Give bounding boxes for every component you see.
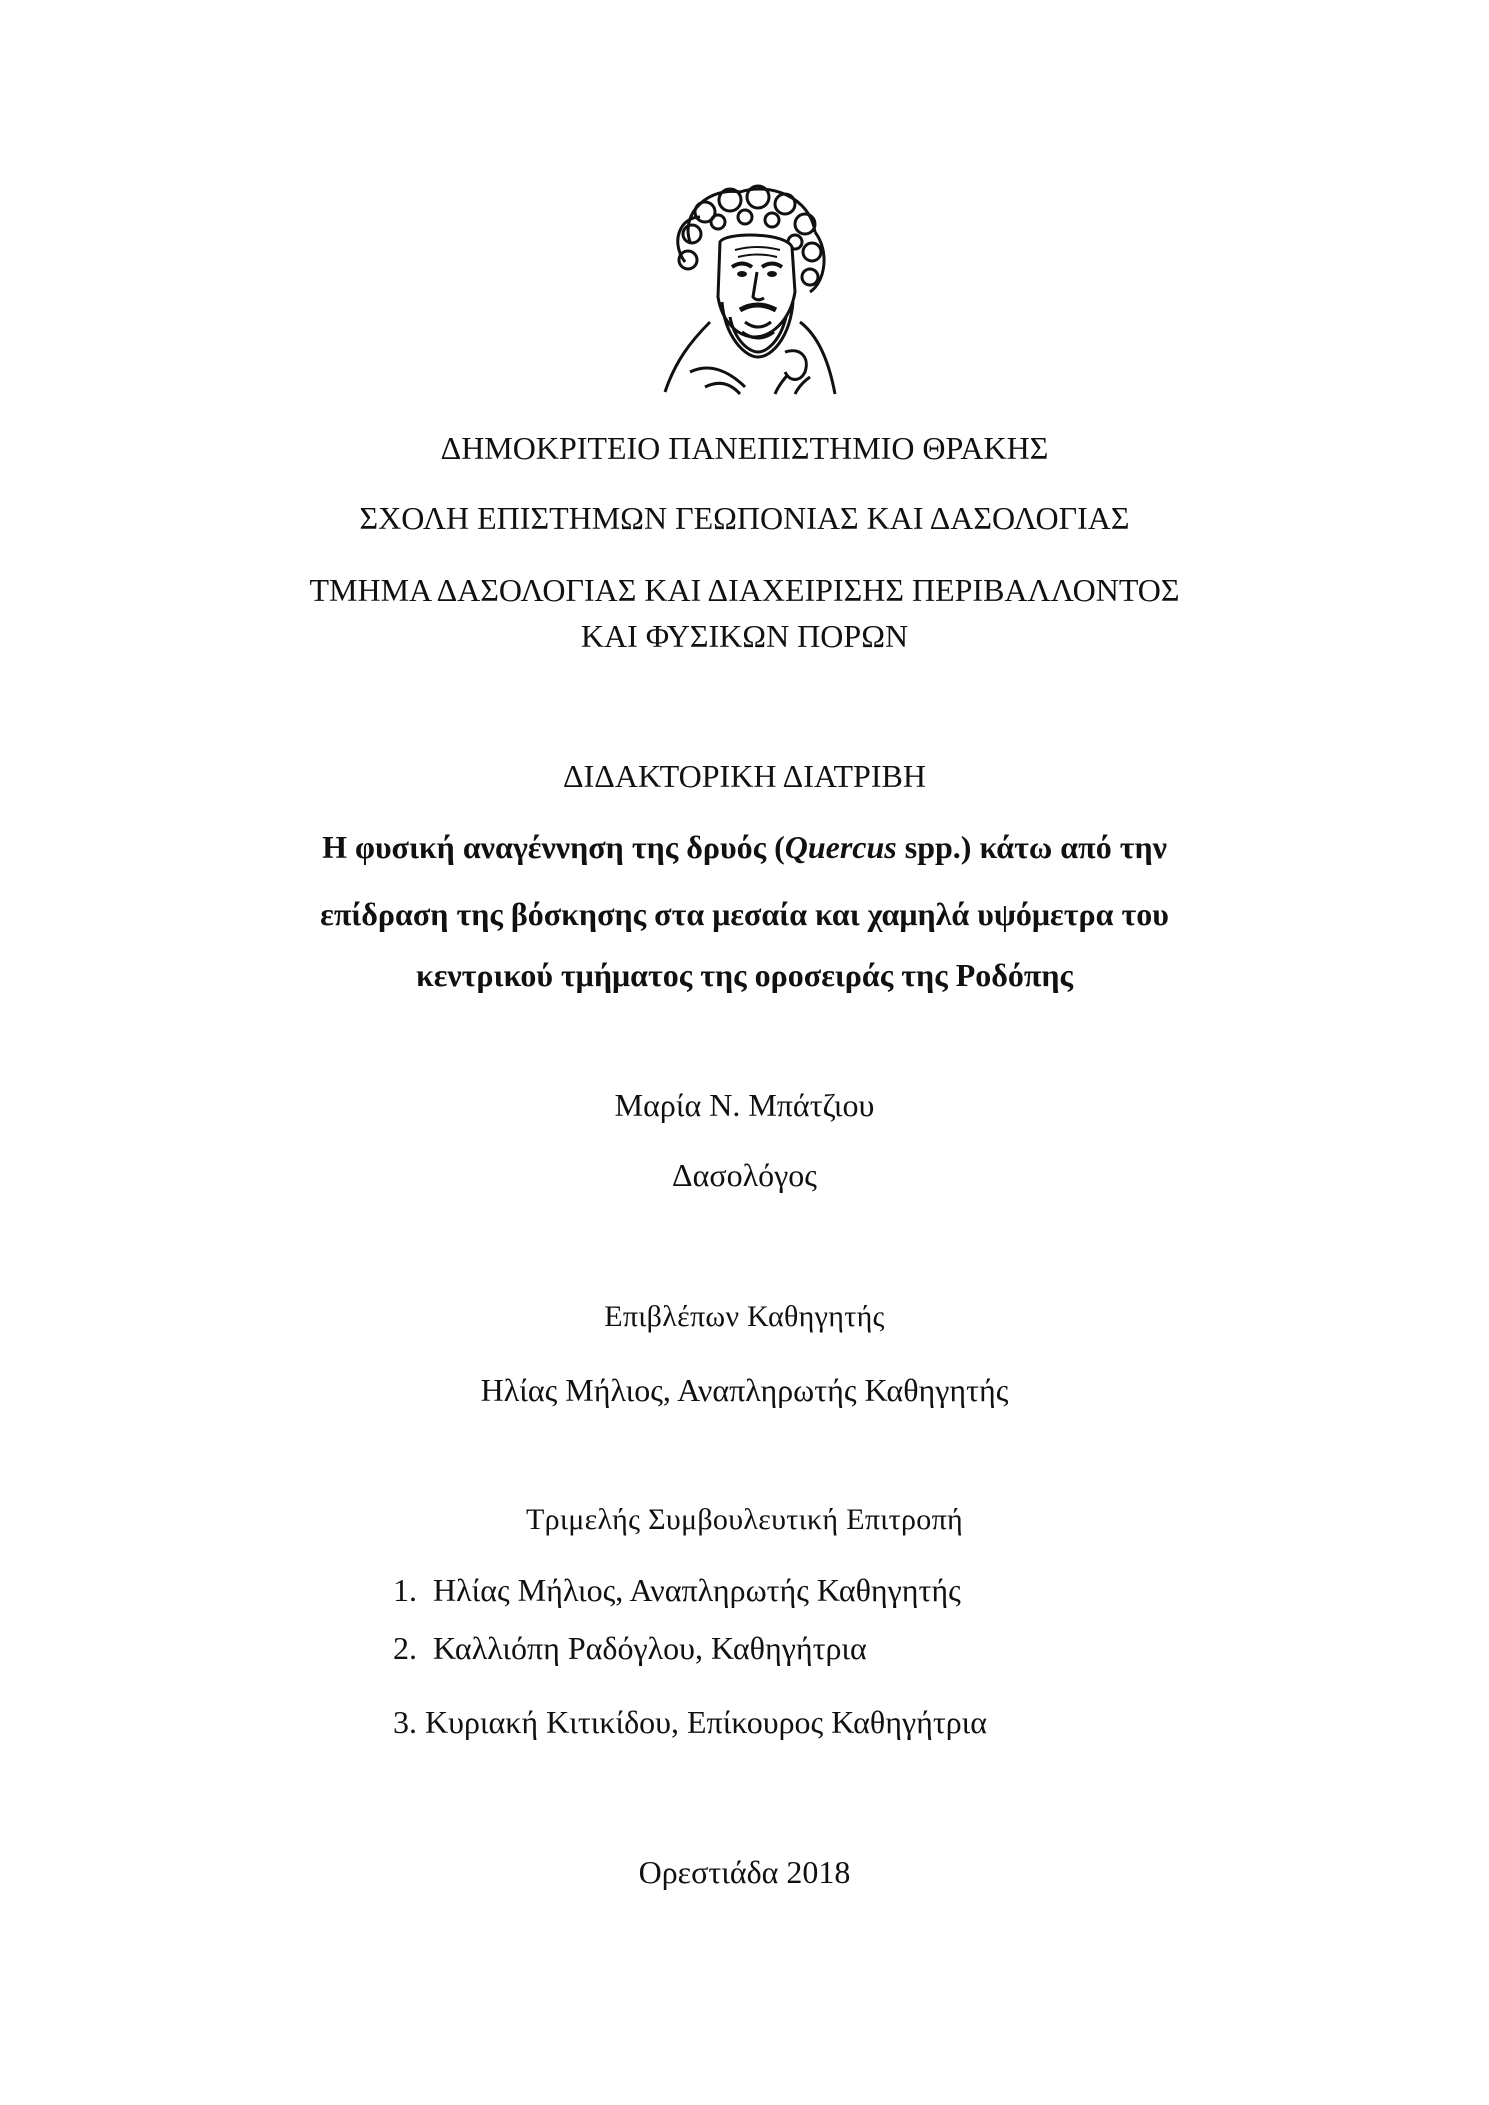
thesis-title-line2: επίδραση της βόσκησης στα μεσαία και χαμηλά υψόμετρα του: [320, 896, 1169, 932]
thesis-title-line3: κεντρικού τμήματος της οροσειράς της Ροδόπης: [415, 957, 1074, 993]
member-name: Ηλίας Μήλιος, Αναπληρωτής Καθηγητής: [433, 1572, 961, 1608]
department-name-line1: ΤΜΗΜΑ ΔΑΣΟΛΟΓΙΑΣ ΚΑΙ ΔΙΑΧΕΙΡΙΣΗΣ ΠΕΡΙΒΑΛΛΟΝΤΟΣ: [309, 572, 1180, 608]
committee-member: [393, 1702, 987, 1742]
university-name: ΔΗΜΟΚΡΙΤΕΙΟ ΠΑΝΕΠΙΣΤΗΜΙΟ ΘΡΑΚΗΣ: [440, 430, 1049, 466]
place-and-year: Ορεστιάδα 2018: [638, 1854, 851, 1890]
university-logo: [650, 172, 840, 398]
list-number: 2.: [393, 1630, 417, 1666]
thesis-title-line1: [0, 827, 1489, 867]
thesis-title-segment: spp.) κάτω από την: [896, 829, 1167, 865]
thesis-title-segment: Η φυσική αναγέννηση της δρυός (: [322, 829, 785, 865]
author-name: Μαρία Ν. Μπάτζιου: [614, 1087, 875, 1123]
author-profession: Δασολόγος: [672, 1157, 817, 1193]
member-name: Κυριακή Κιτικίδου, Επίκουρος Καθηγήτρια: [425, 1704, 988, 1740]
department-name-line2: ΚΑΙ ΦΥΣΙΚΩΝ ΠΟΡΩΝ: [580, 618, 909, 654]
school-name: ΣΧΟΛΗ ΕΠΙΣΤΗΜΩΝ ΓΕΩΠΟΝΙΑΣ ΚΑΙ ΔΑΣΟΛΟΓΙΑΣ: [359, 500, 1130, 536]
thesis-type: ΔΙΔΑΚΤΟΡΙΚΗ ΔΙΑΤΡΙΒΗ: [563, 758, 926, 794]
committee-member: [393, 1628, 867, 1668]
list-number: 3.: [393, 1704, 417, 1740]
supervisor-name: Ηλίας Μήλιος, Αναπληρωτής Καθηγητής: [480, 1372, 1009, 1408]
committee-heading: Τριμελής Συμβουλευτική Επιτροπή: [525, 1503, 964, 1536]
list-number: 1.: [393, 1572, 417, 1608]
thesis-title-italic-genus: Quercus: [784, 829, 897, 865]
supervisor-heading: Επιβλέπων Καθηγητής: [604, 1300, 885, 1333]
democritus-bust-icon: [650, 172, 840, 398]
committee-member: [393, 1570, 961, 1610]
member-name: Καλλιόπη Ραδόγλου, Καθηγήτρια: [433, 1630, 867, 1666]
